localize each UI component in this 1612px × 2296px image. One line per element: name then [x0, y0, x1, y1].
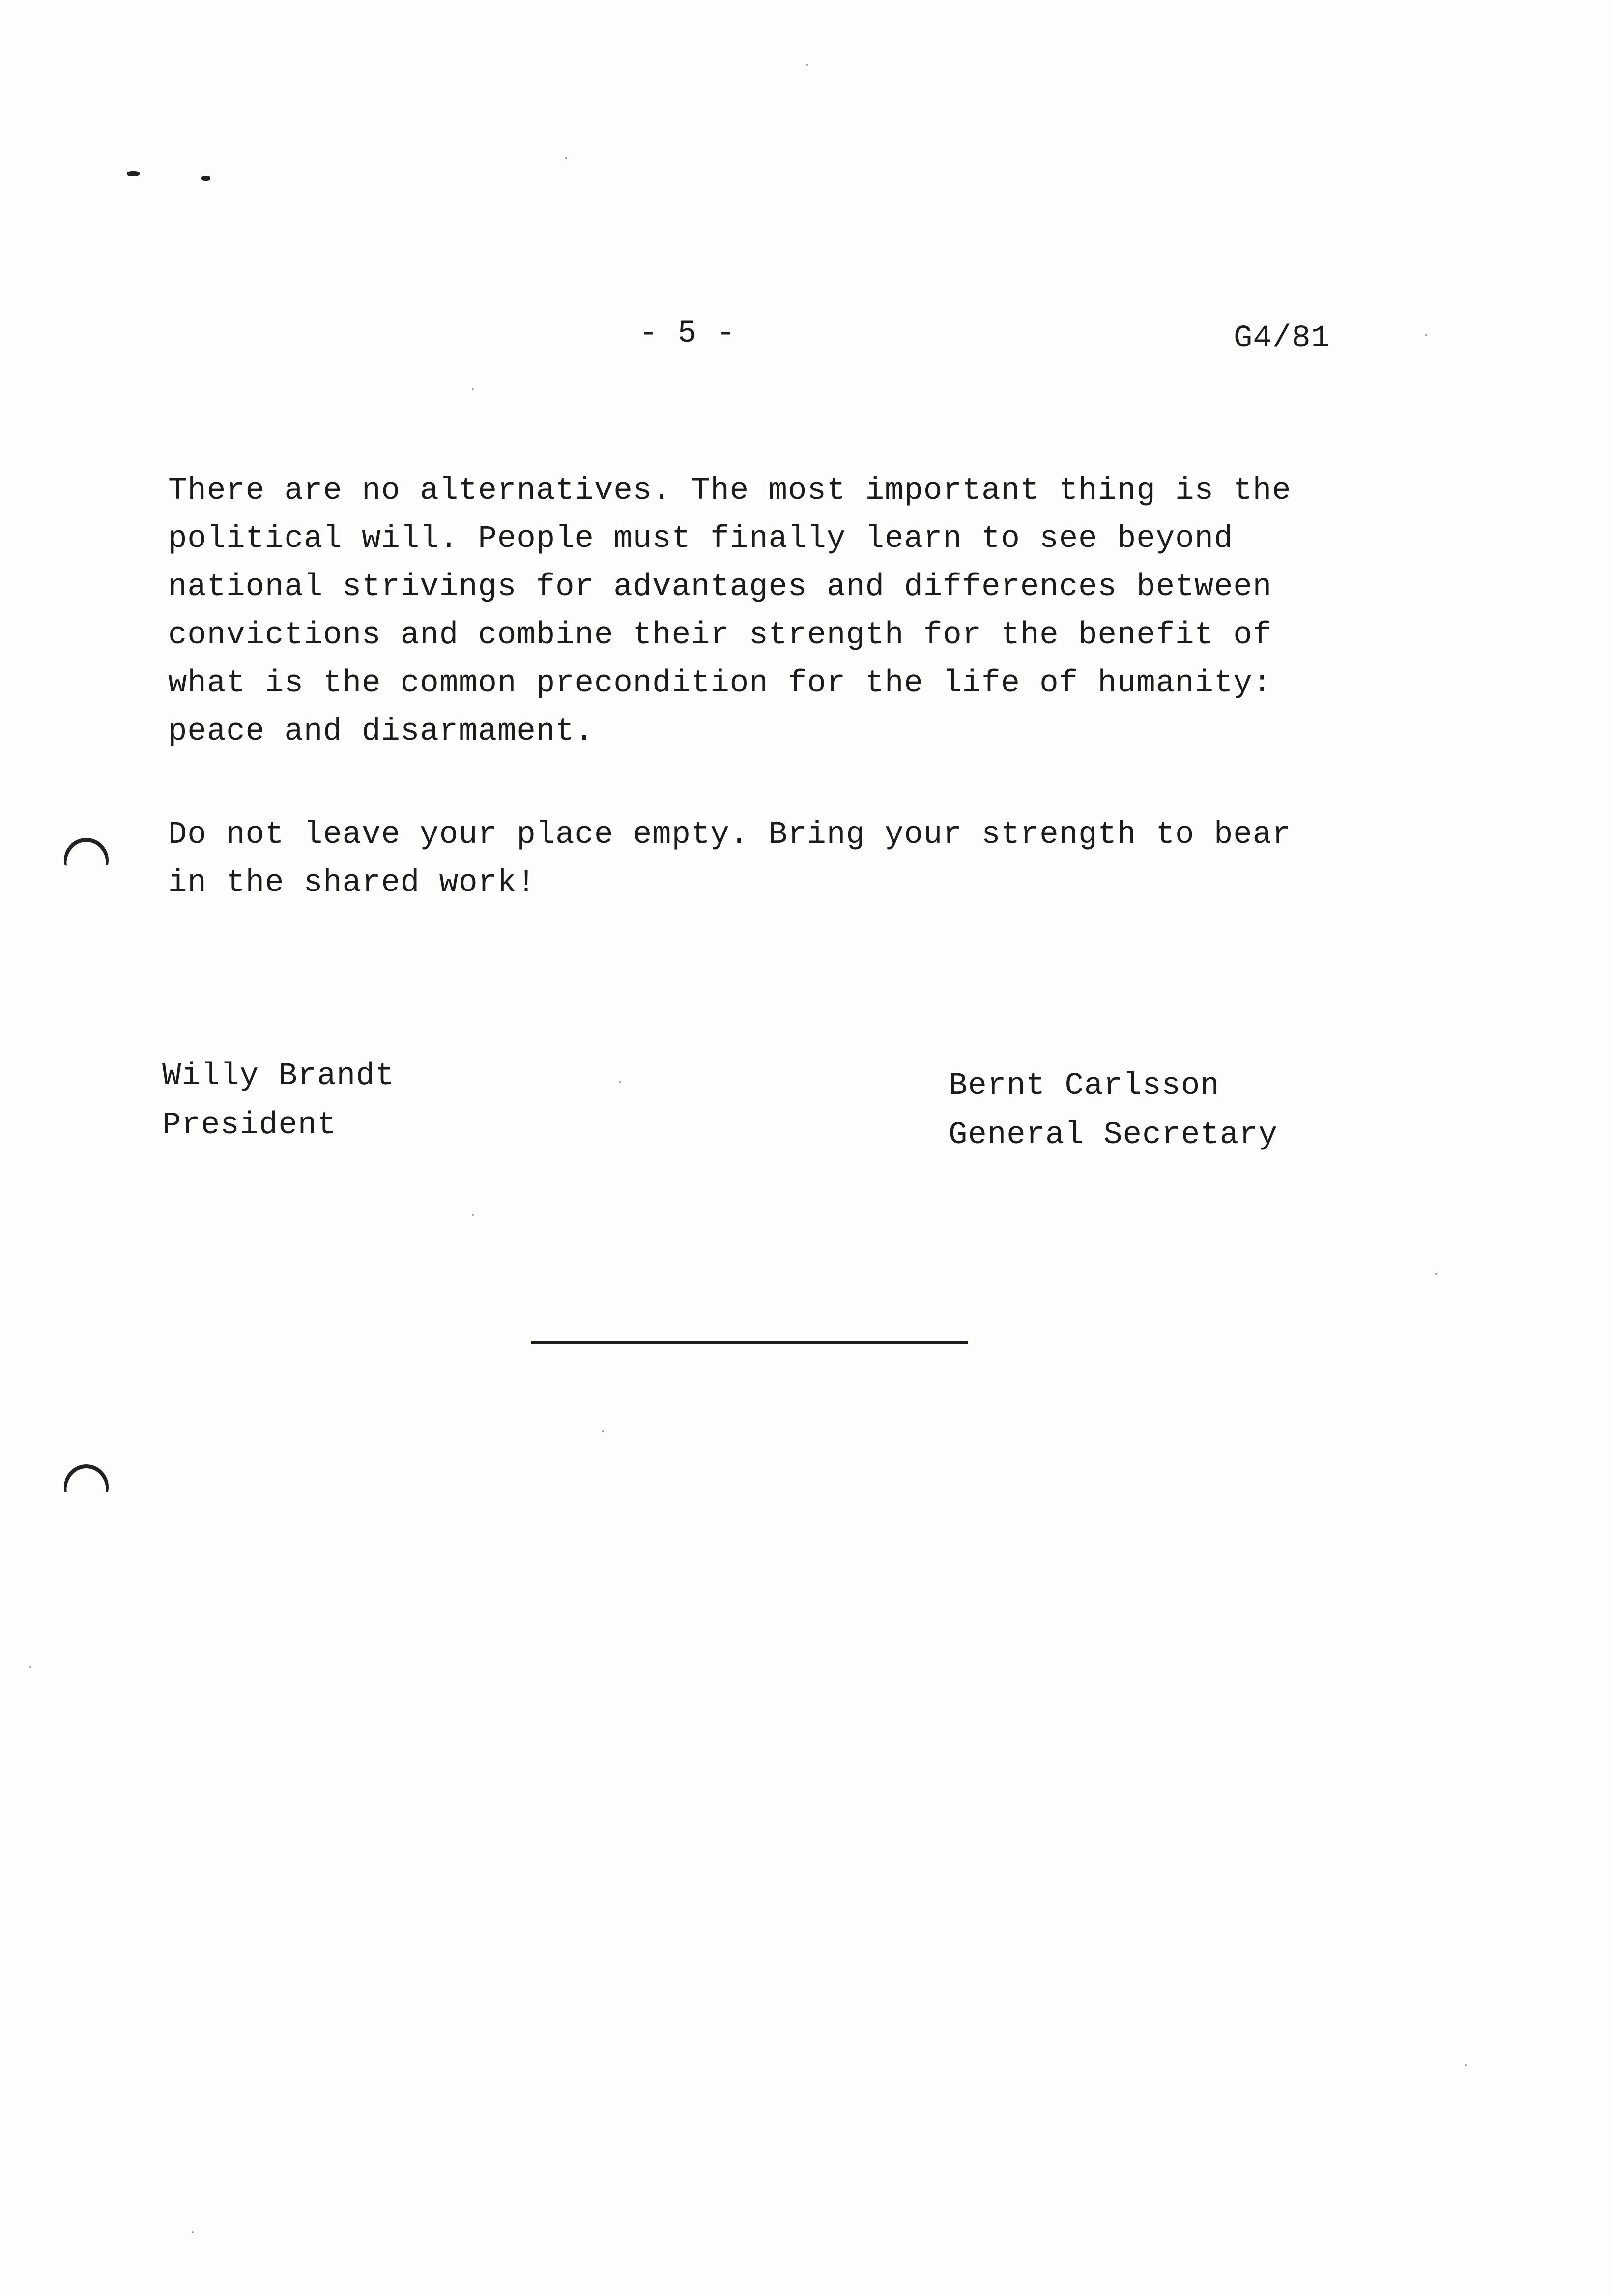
scan-dust — [1425, 334, 1427, 336]
paragraph-line: what is the common precondition for the life of humanity: — [168, 666, 1272, 701]
scan-dust — [472, 388, 474, 390]
page-number: - 5 - — [639, 316, 736, 351]
scan-dust — [29, 1666, 31, 1668]
paragraph-line: in the shared work! — [168, 865, 536, 901]
signature-block-president — [162, 1052, 395, 1150]
paragraph-line: Do not leave your place empty. Bring your strength to bear — [168, 817, 1292, 853]
scan-dust — [1435, 1273, 1437, 1275]
signatory-title: President — [162, 1108, 337, 1143]
scan-speck — [127, 171, 140, 176]
closing-divider-line — [531, 1341, 968, 1344]
scan-dust — [602, 1430, 604, 1432]
signatory-title: General Secretary — [949, 1118, 1278, 1153]
body-paragraph — [168, 811, 1292, 907]
scan-dust — [565, 157, 567, 159]
scan-dust — [806, 64, 808, 66]
scan-dust — [472, 1214, 474, 1216]
signatory-name: Willy Brandt — [162, 1059, 395, 1094]
paragraph-line: political will. People must finally learn to see beyond — [168, 521, 1234, 557]
paragraph-line: national strivings for advantages and differences between — [168, 570, 1272, 605]
document-reference: G4/81 — [1234, 321, 1331, 356]
paragraph-line: There are no alternatives. The most important thing is the — [168, 473, 1292, 509]
scan-speck — [202, 176, 210, 181]
signatory-name: Bernt Carlsson — [949, 1068, 1220, 1104]
signature-block-general-secretary — [949, 1062, 1278, 1160]
scan-dust — [1465, 2064, 1467, 2066]
scan-dust — [192, 2231, 194, 2233]
paragraph-line: peace and disarmament. — [168, 714, 594, 749]
punch-hole-mark — [55, 1455, 118, 1519]
paragraph-line: convictions and combine their strength for the benefit of — [168, 618, 1272, 653]
punch-hole-mark — [55, 829, 118, 892]
scan-dust — [619, 1081, 621, 1083]
body-paragraph — [168, 467, 1292, 756]
